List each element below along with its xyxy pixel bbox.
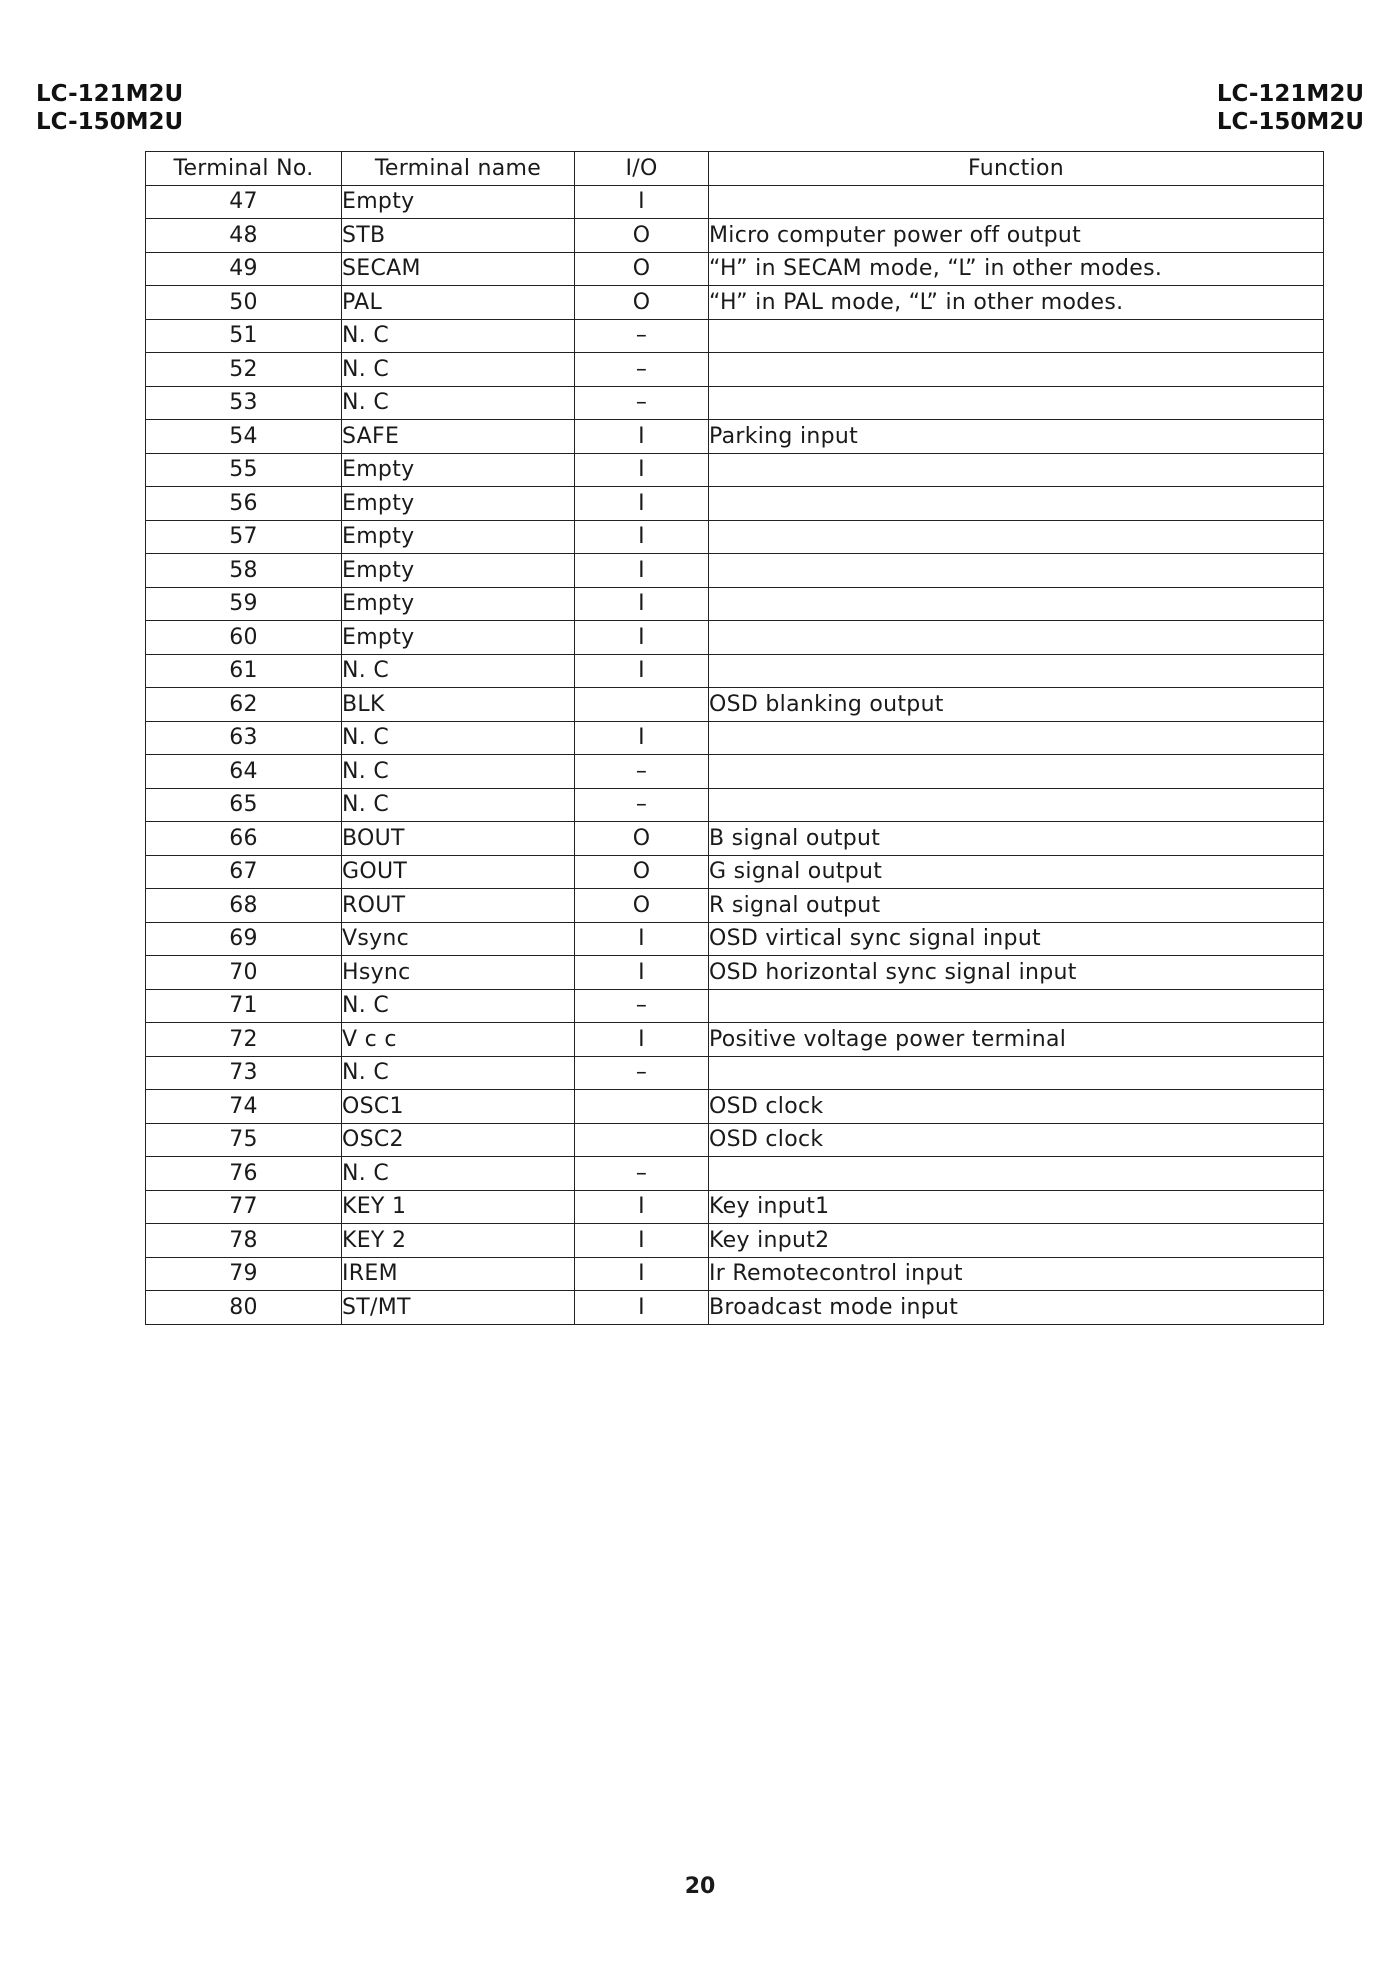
table-row: [146, 1123, 1324, 1157]
terminal-number-cell: 61: [146, 654, 342, 688]
io-cell: –: [575, 319, 709, 353]
terminal-name-cell: V c c: [342, 1023, 575, 1057]
io-cell: O: [575, 219, 709, 253]
terminal-number-cell: 50: [146, 286, 342, 320]
function-cell: Key input2: [709, 1224, 1324, 1258]
function-cell: [709, 721, 1324, 755]
io-cell: O: [575, 855, 709, 889]
function-cell: [709, 353, 1324, 387]
table-row: [146, 252, 1324, 286]
terminal-name-cell: KEY 1: [342, 1190, 575, 1224]
table-header-row: [146, 152, 1324, 186]
table-row: [146, 721, 1324, 755]
terminal-name-cell: PAL: [342, 286, 575, 320]
terminal-number-cell: 49: [146, 252, 342, 286]
terminal-name-cell: SECAM: [342, 252, 575, 286]
terminal-name-cell: ROUT: [342, 889, 575, 923]
function-cell: [709, 621, 1324, 655]
terminal-name-cell: BOUT: [342, 822, 575, 856]
function-cell: [709, 319, 1324, 353]
terminal-name-cell: N. C: [342, 1056, 575, 1090]
io-cell: I: [575, 453, 709, 487]
column-header-io: I/O: [575, 152, 709, 186]
terminal-number-cell: 68: [146, 889, 342, 923]
terminal-number-cell: 62: [146, 688, 342, 722]
terminal-name-cell: ST/MT: [342, 1291, 575, 1325]
table-row: [146, 1023, 1324, 1057]
table-row: [146, 654, 1324, 688]
table-row: [146, 554, 1324, 588]
terminal-name-cell: N. C: [342, 654, 575, 688]
io-cell: [575, 688, 709, 722]
column-header-function: Function: [709, 152, 1324, 186]
table-row: [146, 185, 1324, 219]
terminal-name-cell: GOUT: [342, 855, 575, 889]
terminal-number-cell: 57: [146, 520, 342, 554]
terminal-number-cell: 67: [146, 855, 342, 889]
header-models-right: [1217, 80, 1364, 136]
table-row: [146, 855, 1324, 889]
terminal-name-cell: N. C: [342, 319, 575, 353]
function-cell: R signal output: [709, 889, 1324, 923]
io-cell: I: [575, 922, 709, 956]
io-cell: I: [575, 587, 709, 621]
function-cell: [709, 755, 1324, 789]
table-row: [146, 922, 1324, 956]
io-cell: I: [575, 1023, 709, 1057]
terminal-name-cell: Empty: [342, 487, 575, 521]
terminal-number-cell: 58: [146, 554, 342, 588]
table-row: [146, 453, 1324, 487]
terminal-number-cell: 73: [146, 1056, 342, 1090]
table-row: [146, 520, 1324, 554]
terminal-name-cell: N. C: [342, 1157, 575, 1191]
terminal-number-cell: 66: [146, 822, 342, 856]
io-cell: [575, 1090, 709, 1124]
function-cell: OSD clock: [709, 1123, 1324, 1157]
terminal-number-cell: 47: [146, 185, 342, 219]
terminal-number-cell: 55: [146, 453, 342, 487]
function-cell: OSD virtical sync signal input: [709, 922, 1324, 956]
terminal-number-cell: 51: [146, 319, 342, 353]
terminal-number-cell: 59: [146, 587, 342, 621]
terminal-number-cell: 71: [146, 989, 342, 1023]
terminal-name-cell: BLK: [342, 688, 575, 722]
header-models-left: [36, 80, 183, 136]
column-header-terminal-name: Terminal name: [342, 152, 575, 186]
function-cell: B signal output: [709, 822, 1324, 856]
table-row: [146, 286, 1324, 320]
function-cell: G signal output: [709, 855, 1324, 889]
terminal-number-cell: 74: [146, 1090, 342, 1124]
model-number: LC-121M2U: [1216, 81, 1364, 107]
table-row: [146, 487, 1324, 521]
terminal-name-cell: Empty: [342, 587, 575, 621]
terminal-name-cell: N. C: [342, 788, 575, 822]
io-cell: O: [575, 252, 709, 286]
terminal-number-cell: 60: [146, 621, 342, 655]
terminal-number-cell: 52: [146, 353, 342, 387]
function-cell: “H” in PAL mode, “L” in other modes.: [709, 286, 1324, 320]
function-cell: “H” in SECAM mode, “L” in other modes.: [709, 252, 1324, 286]
table-row: [146, 956, 1324, 990]
function-cell: [709, 788, 1324, 822]
io-cell: [575, 1123, 709, 1157]
table-row: [146, 386, 1324, 420]
terminal-name-cell: OSC2: [342, 1123, 575, 1157]
terminal-number-cell: 69: [146, 922, 342, 956]
terminal-name-cell: Empty: [342, 520, 575, 554]
io-cell: I: [575, 956, 709, 990]
function-cell: OSD blanking output: [709, 688, 1324, 722]
io-cell: I: [575, 554, 709, 588]
terminal-name-cell: N. C: [342, 721, 575, 755]
function-cell: [709, 386, 1324, 420]
terminal-number-cell: 76: [146, 1157, 342, 1191]
io-cell: I: [575, 1224, 709, 1258]
terminal-number-cell: 72: [146, 1023, 342, 1057]
function-cell: Parking input: [709, 420, 1324, 454]
table-row: [146, 319, 1324, 353]
function-cell: Key input1: [709, 1190, 1324, 1224]
io-cell: I: [575, 1291, 709, 1325]
function-cell: [709, 1157, 1324, 1191]
function-cell: [709, 554, 1324, 588]
table-row: [146, 353, 1324, 387]
function-cell: [709, 453, 1324, 487]
terminal-name-cell: KEY 2: [342, 1224, 575, 1258]
model-number: LC-150M2U: [36, 109, 184, 135]
terminal-name-cell: N. C: [342, 755, 575, 789]
io-cell: I: [575, 420, 709, 454]
terminal-number-cell: 79: [146, 1257, 342, 1291]
io-cell: O: [575, 822, 709, 856]
table-row: [146, 1224, 1324, 1258]
page-number: 20: [684, 1874, 716, 1899]
terminal-number-cell: 54: [146, 420, 342, 454]
function-cell: [709, 1056, 1324, 1090]
terminal-name-cell: N. C: [342, 989, 575, 1023]
terminal-number-cell: 48: [146, 219, 342, 253]
terminal-name-cell: Empty: [342, 621, 575, 655]
terminal-number-cell: 77: [146, 1190, 342, 1224]
io-cell: –: [575, 989, 709, 1023]
function-cell: Ir Remotecontrol input: [709, 1257, 1324, 1291]
io-cell: I: [575, 1257, 709, 1291]
function-cell: Positive voltage power terminal: [709, 1023, 1324, 1057]
function-cell: [709, 520, 1324, 554]
table-row: [146, 1090, 1324, 1124]
io-cell: –: [575, 1056, 709, 1090]
table-row: [146, 219, 1324, 253]
table-row: [146, 1056, 1324, 1090]
io-cell: I: [575, 487, 709, 521]
table-row: [146, 822, 1324, 856]
terminal-number-cell: 80: [146, 1291, 342, 1325]
terminal-name-cell: STB: [342, 219, 575, 253]
terminal-name-cell: N. C: [342, 386, 575, 420]
table-row: [146, 420, 1324, 454]
terminal-name-cell: N. C: [342, 353, 575, 387]
table-row: [146, 889, 1324, 923]
io-cell: –: [575, 353, 709, 387]
io-cell: O: [575, 889, 709, 923]
io-cell: I: [575, 621, 709, 655]
io-cell: –: [575, 1157, 709, 1191]
terminal-number-cell: 64: [146, 755, 342, 789]
terminal-name-cell: IREM: [342, 1257, 575, 1291]
function-cell: [709, 654, 1324, 688]
terminal-number-cell: 65: [146, 788, 342, 822]
terminal-number-cell: 63: [146, 721, 342, 755]
table-row: [146, 1291, 1324, 1325]
io-cell: O: [575, 286, 709, 320]
function-cell: [709, 185, 1324, 219]
table-body: [146, 185, 1324, 1324]
terminal-name-cell: Empty: [342, 453, 575, 487]
io-cell: –: [575, 386, 709, 420]
table-row: [146, 621, 1324, 655]
terminal-name-cell: Vsync: [342, 922, 575, 956]
terminal-name-cell: Empty: [342, 554, 575, 588]
terminal-name-cell: SAFE: [342, 420, 575, 454]
table-row: [146, 1257, 1324, 1291]
function-cell: [709, 989, 1324, 1023]
terminal-name-cell: Empty: [342, 185, 575, 219]
table-row: [146, 688, 1324, 722]
terminal-number-cell: 78: [146, 1224, 342, 1258]
model-number: LC-150M2U: [1216, 109, 1364, 135]
io-cell: –: [575, 788, 709, 822]
io-cell: –: [575, 755, 709, 789]
function-cell: OSD horizontal sync signal input: [709, 956, 1324, 990]
function-cell: Broadcast mode input: [709, 1291, 1324, 1325]
terminal-function-table: [145, 151, 1324, 1325]
io-cell: I: [575, 654, 709, 688]
function-cell: OSD clock: [709, 1090, 1324, 1124]
table-row: [146, 989, 1324, 1023]
terminal-name-cell: Hsync: [342, 956, 575, 990]
function-cell: [709, 587, 1324, 621]
table-row: [146, 587, 1324, 621]
io-cell: I: [575, 1190, 709, 1224]
function-cell: [709, 487, 1324, 521]
table-row: [146, 755, 1324, 789]
terminal-number-cell: 70: [146, 956, 342, 990]
terminal-number-cell: 53: [146, 386, 342, 420]
io-cell: I: [575, 185, 709, 219]
table-row: [146, 1190, 1324, 1224]
io-cell: I: [575, 721, 709, 755]
function-cell: Micro computer power off output: [709, 219, 1324, 253]
model-number: LC-121M2U: [36, 81, 184, 107]
terminal-number-cell: 75: [146, 1123, 342, 1157]
terminal-name-cell: OSC1: [342, 1090, 575, 1124]
io-cell: I: [575, 520, 709, 554]
terminal-number-cell: 56: [146, 487, 342, 521]
table-row: [146, 788, 1324, 822]
table-row: [146, 1157, 1324, 1191]
column-header-terminal-no: Terminal No.: [146, 152, 342, 186]
